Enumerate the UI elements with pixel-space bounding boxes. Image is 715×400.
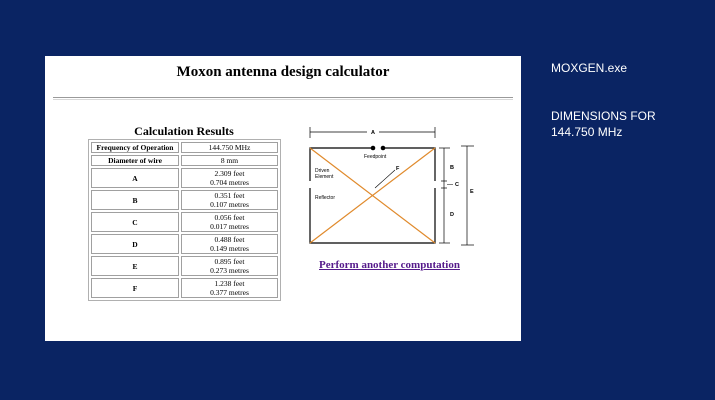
table-row-frequency — [91, 142, 278, 153]
perform-another-computation-link[interactable]: Perform another computation — [319, 259, 460, 271]
value-feet: 0.056 feet — [214, 213, 245, 222]
table-row — [91, 168, 278, 188]
dimension-bcd-marker — [439, 148, 453, 243]
frequency-value: 144.750 MHz — [181, 142, 278, 153]
value-metres: 0.149 metres — [210, 244, 249, 253]
dimension-value — [181, 190, 278, 210]
table-row — [91, 234, 278, 254]
frequency-label: Frequency of Operation — [91, 142, 179, 153]
value-metres: 0.273 metres — [210, 266, 249, 275]
dimension-label: D — [91, 234, 179, 254]
value-feet: 2.309 feet — [214, 169, 245, 178]
results-heading: Calculation Results — [134, 124, 234, 138]
dimension-label: E — [91, 256, 179, 276]
page-title: Moxon antenna design calculator — [176, 64, 390, 80]
dimension-label: A — [91, 168, 179, 188]
label-a: A — [371, 130, 375, 136]
dimensions-heading: DIMENSIONS FOR — [551, 109, 656, 123]
value-metres: 0.704 metres — [210, 178, 249, 187]
table-row — [91, 278, 278, 298]
dimension-label: C — [91, 212, 179, 232]
driven-element-label-line1: Driven — [315, 168, 330, 174]
value-feet: 0.488 feet — [214, 235, 245, 244]
value-feet: 0.895 feet — [214, 257, 245, 266]
moxon-diagram — [307, 126, 493, 246]
label-c: C — [455, 182, 459, 188]
feedpoint-label: Feedpoint — [364, 154, 387, 160]
feedpoint-dot-right — [381, 146, 386, 151]
reflector-label: Reflector — [315, 195, 336, 201]
feedpoint-dot-left — [371, 146, 376, 151]
label-b: B — [450, 165, 454, 171]
dimension-e-marker — [461, 146, 474, 245]
table-row — [91, 256, 278, 276]
table-row-wire — [91, 155, 278, 166]
value-metres: 0.107 metres — [210, 200, 249, 209]
dimension-label: F — [91, 278, 179, 298]
dimension-value — [181, 278, 278, 298]
label-f: F — [396, 166, 400, 172]
horizontal-rule — [53, 97, 513, 100]
value-feet: 0.351 feet — [214, 191, 245, 200]
wire-label: Diameter of wire — [91, 155, 179, 166]
dimensions-frequency: 144.750 MHz — [551, 125, 623, 139]
label-e: E — [470, 189, 474, 195]
dimension-value — [181, 234, 278, 254]
app-name: MOXGEN.exe — [551, 61, 628, 75]
calculator-page — [45, 56, 521, 341]
value-metres: 0.377 metres — [210, 288, 249, 297]
dimension-value — [181, 168, 278, 188]
table-row — [91, 212, 278, 232]
table-row — [91, 190, 278, 210]
wire-value: 8 mm — [181, 155, 278, 166]
dimension-value — [181, 256, 278, 276]
dimension-label: B — [91, 190, 179, 210]
results-table — [88, 139, 281, 301]
driven-element-label-line2: Element — [315, 174, 334, 180]
value-feet: 1.238 feet — [214, 279, 245, 288]
value-metres: 0.017 metres — [210, 222, 249, 231]
dimension-value — [181, 212, 278, 232]
label-d: D — [450, 212, 454, 218]
